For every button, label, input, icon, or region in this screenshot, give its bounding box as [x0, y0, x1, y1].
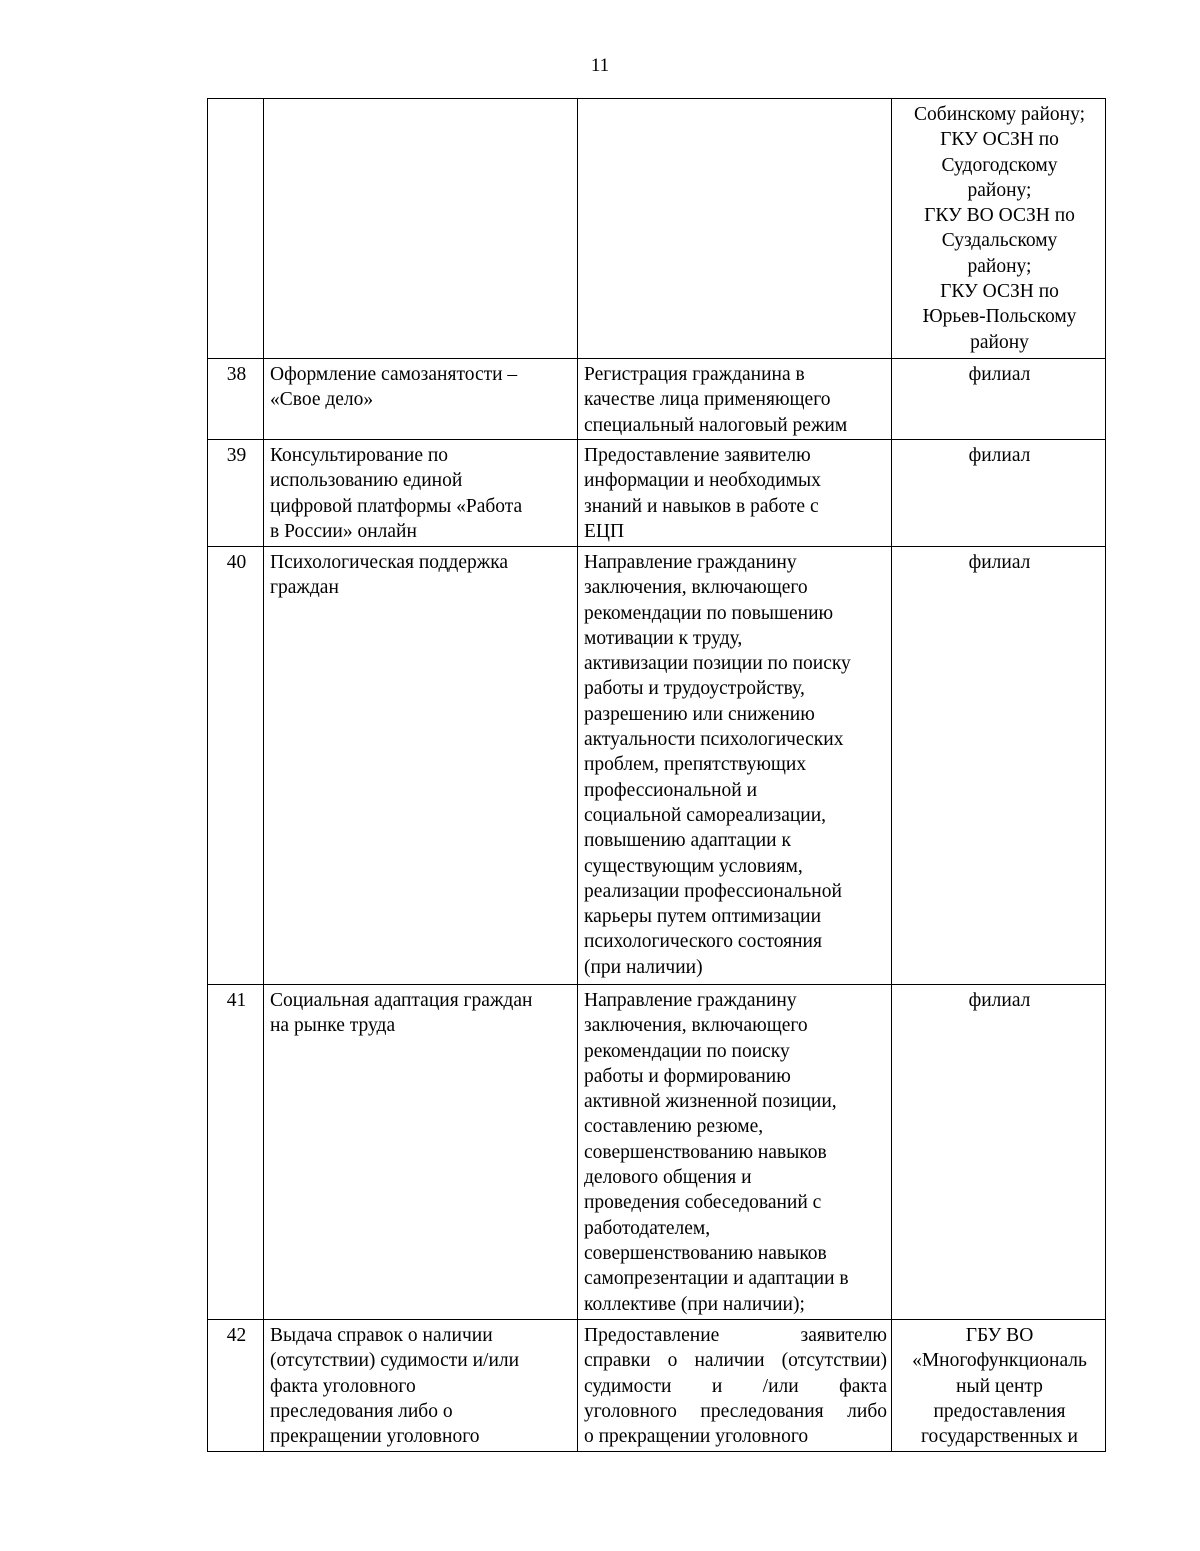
text-line: Выдача справок о наличии — [270, 1325, 493, 1346]
text-line: знаний и навыков в работе с — [584, 495, 819, 517]
text-line: мотивации к труду, — [584, 627, 743, 649]
text-line: совершенствованию навыков — [584, 1141, 827, 1163]
row-number: 41 — [208, 985, 264, 1320]
text-line: заключения, включающего — [584, 1015, 808, 1037]
row-number: 40 — [208, 547, 264, 985]
table-row — [208, 985, 1106, 1320]
service-result — [578, 1320, 892, 1452]
text-line: существующим условиям, — [584, 855, 803, 877]
text-line: ГКУ ОСЗН по — [940, 281, 1059, 303]
text-line: Предоставление заявителю — [584, 445, 811, 466]
service-name — [264, 1320, 578, 1452]
text-line: Собинскому району; — [914, 104, 1085, 125]
row-number: 38 — [208, 359, 264, 440]
text-line: филиал — [968, 990, 1031, 1011]
text-line: Социальная адаптация граждан — [270, 990, 533, 1011]
text-line: Направление гражданину — [584, 990, 797, 1011]
text-line: ГКУ ОСЗН по — [940, 129, 1059, 151]
text-line: использованию единой — [270, 470, 463, 492]
text-line: ный центр — [956, 1375, 1043, 1397]
text-line: граждан — [270, 577, 339, 599]
text-line: работы и трудоустройству, — [584, 678, 805, 700]
table-row — [208, 440, 1106, 547]
text-line: Судогодскому — [941, 154, 1058, 176]
row-number: 42 — [208, 1320, 264, 1452]
text-line: работы и формированию — [584, 1065, 791, 1087]
service-result — [578, 985, 892, 1320]
service-name — [264, 440, 578, 547]
text-line: (отсутствии) судимости и/или — [270, 1350, 520, 1372]
service-result — [578, 99, 892, 359]
service-name — [264, 359, 578, 440]
text-line: «Многофункциональ — [912, 1350, 1087, 1372]
text-line: факта уголовного — [270, 1375, 416, 1397]
text-line: качестве лица применяющего — [584, 389, 831, 411]
text-line: Предоставление заявителю — [584, 1325, 887, 1346]
table-row — [208, 359, 1106, 440]
text-line: району; — [967, 179, 1032, 201]
responsible-org — [892, 440, 1106, 547]
responsible-org — [892, 99, 1106, 359]
text-line: повышению адаптации к — [584, 830, 791, 852]
services-table — [207, 98, 1106, 1452]
text-line: Регистрация гражданина в — [584, 364, 805, 385]
text-line: району — [970, 331, 1029, 353]
text-line: активной жизненной позиции, — [584, 1091, 837, 1113]
table-row — [208, 1320, 1106, 1452]
text-line: рекомендации по поиску — [584, 1040, 790, 1062]
text-line: Консультирование по — [270, 445, 449, 466]
text-line: уголовного преследования либо — [584, 1400, 887, 1422]
text-line: информации и необходимых — [584, 470, 821, 492]
text-line: актуальности психологических — [584, 729, 844, 751]
text-line: предоставления — [933, 1400, 1066, 1422]
text-line: району; — [967, 255, 1032, 277]
text-line: реализации профессиональной — [584, 880, 842, 902]
text-line: справки о наличии (отсутствии) — [584, 1350, 887, 1372]
service-result — [578, 440, 892, 547]
text-line: цифровой платформы «Работа — [270, 495, 523, 517]
text-line: филиал — [968, 552, 1031, 573]
text-line: социальной самореализации, — [584, 804, 827, 826]
text-line: государственных и — [921, 1426, 1078, 1448]
service-result — [578, 359, 892, 440]
service-result — [578, 547, 892, 985]
text-line: профессиональной и — [584, 779, 758, 801]
text-line: прекращении уголовного — [270, 1426, 480, 1448]
table-row — [208, 547, 1106, 985]
text-line: филиал — [968, 445, 1031, 466]
text-line: делового общения и — [584, 1167, 752, 1189]
text-line: коллективе (при наличии); — [584, 1293, 805, 1315]
responsible-org — [892, 359, 1106, 440]
text-line: проблем, препятствующих — [584, 754, 807, 776]
text-line: работодателем, — [584, 1217, 711, 1239]
text-line: о прекращении уголовного — [584, 1426, 809, 1448]
text-line: карьеры путем оптимизации — [584, 906, 822, 928]
text-line: Направление гражданину — [584, 552, 797, 573]
text-line: совершенствованию навыков — [584, 1242, 827, 1264]
text-line: составлению резюме, — [584, 1116, 764, 1138]
text-line: судимости и /или факта — [584, 1375, 887, 1397]
text-line: ГБУ ВО — [965, 1325, 1034, 1346]
text-line: Психологическая поддержка — [270, 552, 509, 573]
row-number: 39 — [208, 440, 264, 547]
page-number: 11 — [590, 55, 610, 76]
text-line: разрешению или снижению — [584, 703, 815, 725]
text-line: рекомендации по повышению — [584, 602, 834, 624]
text-line: на рынке труда — [270, 1015, 396, 1037]
responsible-org — [892, 985, 1106, 1320]
text-line: ЕЦП — [584, 520, 625, 542]
text-line: самопрезентации и адаптации в — [584, 1268, 849, 1290]
text-line: в России» онлайн — [270, 520, 417, 542]
text-line: Суздальскому — [941, 230, 1058, 252]
responsible-org — [892, 1320, 1106, 1452]
text-line: ГКУ ВО ОСЗН по — [924, 205, 1075, 227]
text-line: проведения собеседований с — [584, 1192, 822, 1214]
service-name — [264, 547, 578, 985]
table-row — [208, 99, 1106, 359]
text-line: специальный налоговый режим — [584, 414, 848, 436]
text-line: активизации позиции по поиску — [584, 653, 851, 675]
service-name — [264, 99, 578, 359]
text-line: «Свое дело» — [270, 389, 374, 411]
text-line: Оформление самозанятости – — [270, 364, 518, 385]
text-line: филиал — [968, 364, 1031, 385]
text-line: заключения, включающего — [584, 577, 808, 599]
text-line: Юрьев-Польскому — [922, 306, 1077, 328]
service-name — [264, 985, 578, 1320]
text-line: преследования либо о — [270, 1400, 453, 1422]
text-line: психологического состояния — [584, 931, 822, 953]
text-line: (при наличии) — [584, 956, 703, 978]
responsible-org — [892, 547, 1106, 985]
row-number — [208, 99, 264, 359]
